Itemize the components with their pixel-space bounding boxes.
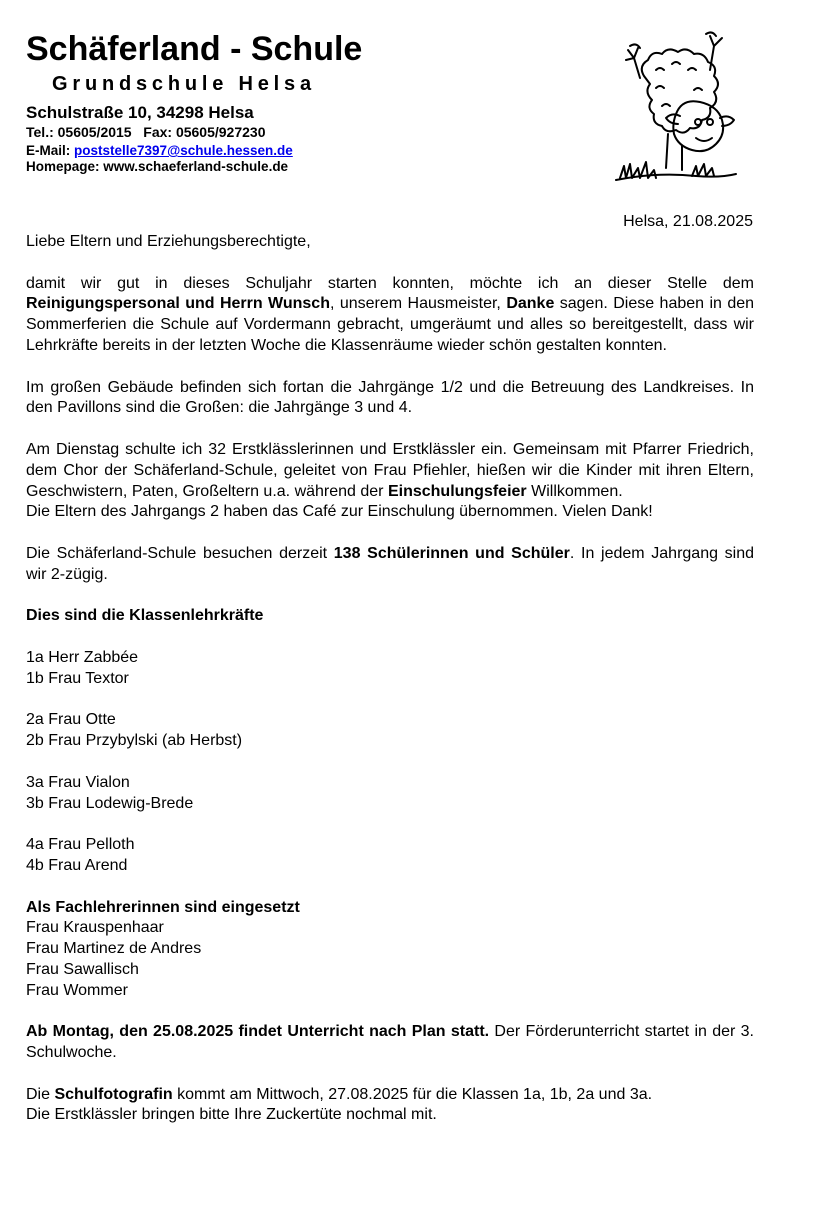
paragraph-students-bold: 138 Schülerinnen und Schüler <box>333 544 570 562</box>
paragraph-photographer <box>26 1085 754 1106</box>
paragraph-enrollment <box>26 440 754 502</box>
subject-teacher-item: Frau Martinez de Andres <box>26 940 202 958</box>
class-teacher-item: 1b Frau Textor <box>26 669 129 687</box>
phone-fax-line: Tel.: 05605/2015 Fax: 05605/927230 <box>26 124 266 140</box>
subject-teachers-heading-text: Als Fachlehrerinnen sind eingesetzt <box>26 898 300 916</box>
email-label: E-Mail: <box>26 143 75 158</box>
paragraph-schedule <box>26 1022 754 1064</box>
paragraph-thanks-text-2: , unserem Hausmeister, <box>329 295 507 313</box>
paragraph-cafe: Die Eltern des Jahrgangs 2 haben das Café zur Einschulung übernommen. Vielen Dank! <box>26 503 653 521</box>
school-name: Schäferland - Schule <box>26 30 363 68</box>
class-teacher-item: 2a Frau Otte <box>26 711 116 729</box>
class-teacher-item: 4a Frau Pelloth <box>26 836 135 854</box>
paragraph-students-text-2: . In jedem Jahrgang sind wir 2-zügig. <box>26 544 755 583</box>
paragraph-students <box>26 544 754 586</box>
paragraph-thanks-text-3: sagen. Diese haben in den Sommerferien die Schule auf Vordermann gebracht, umgeräumt und alles so bereitgestellt, dass wir Lehrkräfte bereits in der letzten Woche die Klassenräume wieder schön gestalten konnten. <box>26 295 755 354</box>
paragraph-thanks-text-1: damit wir gut in dieses Schuljahr starten konnten, möchte ich an dieser Stelle dem <box>26 274 754 292</box>
email-line <box>26 143 293 159</box>
paragraph-enrollment-text-1: Am Dienstag schulte ich 32 Erstklässlerinnen und Erstklässler ein. Gemeinsam mit Pfarrer Friedrich, dem Chor der Schäferland-Schule, geleitet von Frau Pfiehler, hießen wir die Kinder mit ihren Eltern, Geschwistern, Paten, Großeltern u.a. während der <box>26 440 754 500</box>
paragraph-photographer-bold: Schulfotografin <box>54 1085 173 1103</box>
paragraph-enrollment-text-2: Willkommen. <box>526 482 623 500</box>
paragraph-enrollment-bold: Einschulungsfeier <box>387 482 527 500</box>
subject-teacher-item: Frau Krauspenhaar <box>26 919 164 937</box>
class-teacher-item: 4b Frau Arend <box>26 856 128 874</box>
subject-teacher-item: Frau Sawallisch <box>26 960 139 978</box>
paragraph-students-text-1: Die Schäferland-Schule besuchen derzeit <box>26 544 334 562</box>
subject-teacher-item: Frau Wommer <box>26 981 128 999</box>
paragraph-photographer-text-2: kommt am Mittwoch, 27.08.2025 für die Klassen 1a, 1b, 2a und 3a. <box>172 1085 653 1103</box>
paragraph-buildings: Im großen Gebäude befinden sich fortan die Jahrgänge 1/2 und die Betreuung des Landkreises. In den Pavillons sind die Großen: die Jahrgänge 3 und 4. <box>26 378 754 417</box>
subject-teachers-heading <box>26 898 754 919</box>
class-teachers-heading <box>26 606 754 627</box>
class-teacher-item: 3a Frau Vialon <box>26 773 130 791</box>
letter-body <box>26 232 754 1126</box>
paragraph-thanks-bold-1: Reinigungspersonal und Herrn Wunsch <box>26 295 330 313</box>
paragraph-thanks <box>26 274 754 357</box>
paragraph-schedule-text: Der Förderunterricht startet in der 3. Schulwoche. <box>26 1023 754 1062</box>
homepage-line: Homepage: www.schaeferland-schule.de <box>26 159 289 174</box>
class-teacher-item: 2b Frau Przybylski (ab Herbst) <box>26 732 243 750</box>
paragraph-schultuete: Die Erstklässler bringen bitte Ihre Zuckertüte nochmal mit. <box>26 1106 437 1124</box>
paragraph-thanks-bold-2: Danke <box>506 295 555 313</box>
class-teachers-heading-text: Dies sind die Klassenlehrkräfte <box>26 607 264 625</box>
class-teacher-item: 1a Herr Zabbée <box>26 648 139 666</box>
paragraph-photographer-text-1: Die <box>26 1085 55 1103</box>
sheep-mascot-icon <box>612 30 740 188</box>
school-subtitle: Grundschule Helsa <box>52 73 316 95</box>
email-link[interactable]: poststelle7397@schule.hessen.de <box>74 143 293 158</box>
paragraph-schedule-bold: Ab Montag, den 25.08.2025 findet Unterricht nach Plan statt. <box>26 1023 490 1041</box>
greeting: Liebe Eltern und Erziehungsberechtigte, <box>26 233 311 250</box>
school-address: Schulstraße 10, 34298 Helsa <box>26 103 254 122</box>
class-teacher-item: 3b Frau Lodewig-Brede <box>26 794 194 812</box>
letter-date: Helsa, 21.08.2025 <box>623 213 753 230</box>
